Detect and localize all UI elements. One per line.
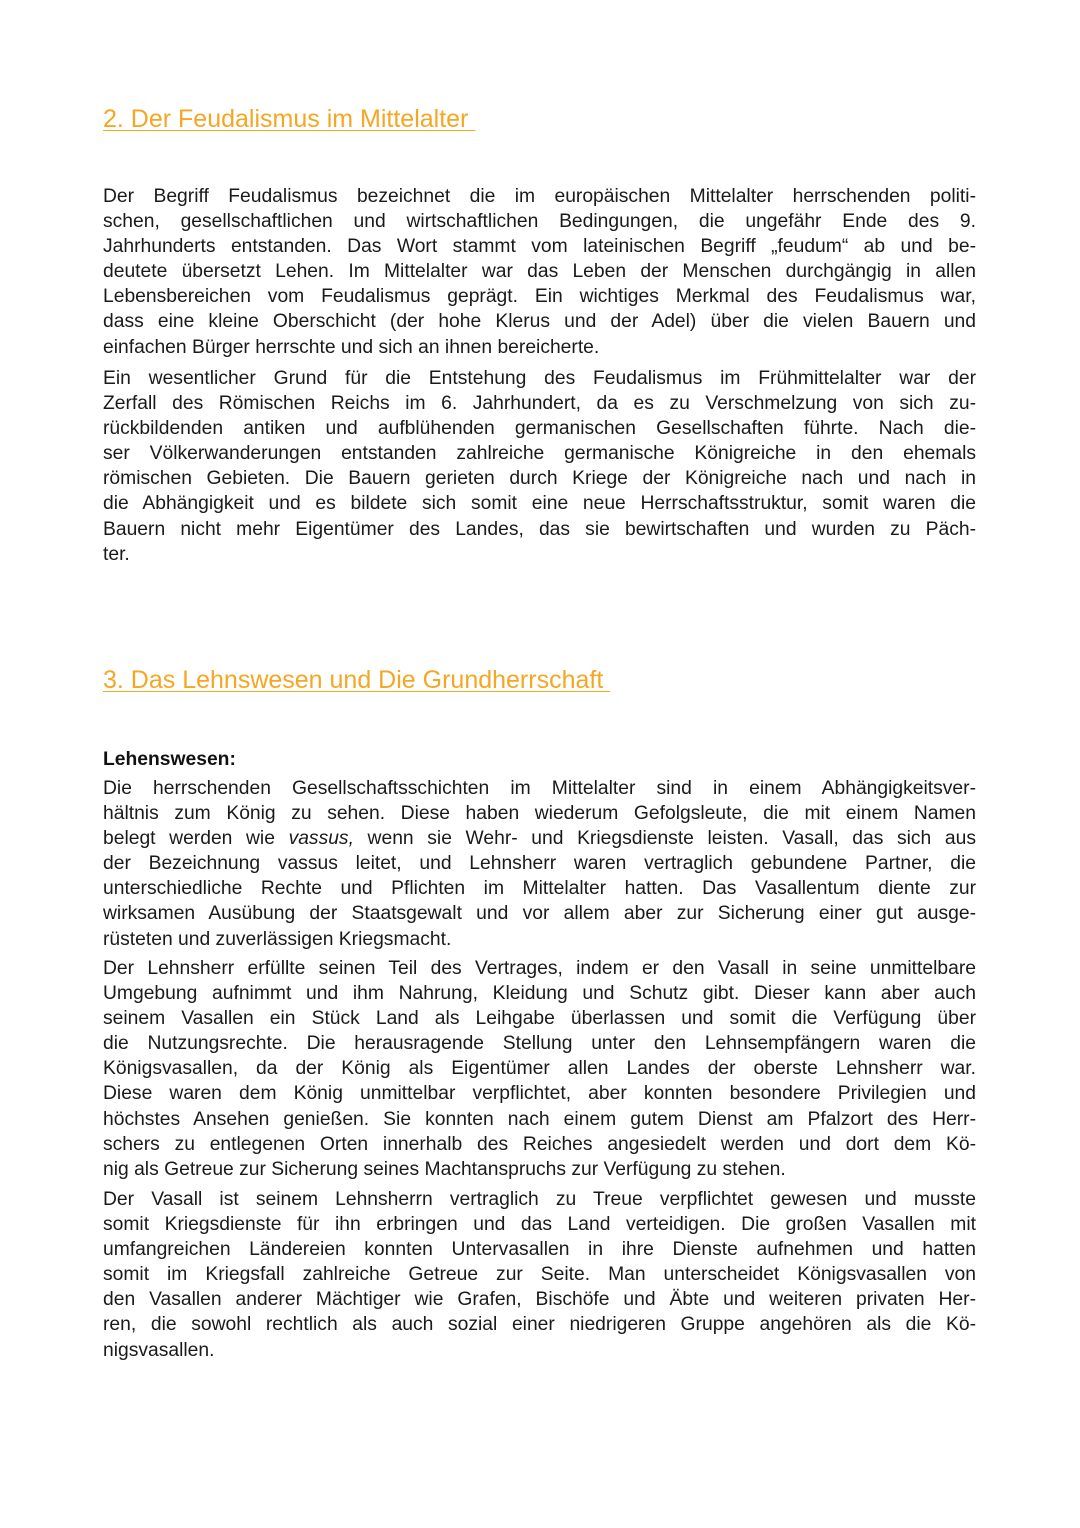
text-line: ser Völkerwanderungen entstanden zahlreiche germanische Königreiche in den ehemals — [103, 443, 976, 465]
text-line: Lebensbereichen vom Feudalismus geprägt. Ein wichtiges Merkmal des Feudalismus war, — [103, 286, 976, 308]
text-line: rüsteten und zuverlässigen Kriegsmacht. — [103, 928, 452, 950]
text-line: rückbildenden antiken und aufblühenden germanischen Gesellschaften führte. Nach die- — [103, 418, 976, 440]
section-2-paragraph-2 — [103, 366, 976, 567]
text-line: ter. — [103, 543, 130, 565]
text-line: dass eine kleine Oberschicht (der hohe Klerus und der Adel) über die vielen Bauern und — [103, 311, 976, 333]
text-line: schen, gesellschaftlichen und wirtschaftlichen Bedingungen, die ungefähr Ende des 9. — [103, 211, 976, 233]
section-2-paragraph-1 — [103, 184, 976, 360]
text-line: nigsvasallen. — [103, 1339, 215, 1361]
text-line: römischen Gebieten. Die Bauern gerieten durch Kriege der Königreiche nach und nach in — [103, 468, 976, 490]
section-3-paragraph-2 — [103, 956, 976, 1182]
text-line: unterschiedliche Rechte und Pflichten im Mittelalter hatten. Das Vasallentum diente zur — [103, 878, 976, 900]
text-line: Ein wesentlicher Grund für die Entstehung des Feudalismus im Frühmittelalter war der — [103, 368, 976, 389]
text-line: Königsvasallen, da der König als Eigentümer allen Landes der oberste Lehnsherr war. — [103, 1058, 976, 1080]
text-line: Diese waren dem König unmittelbar verpflichtet, aber konnten besondere Privilegien und — [103, 1083, 976, 1105]
text-segment: belegt werden wie — [103, 828, 289, 850]
italic-term: vassus, — [288, 828, 354, 850]
text-line: nig als Getreue zur Sicherung seines Machtanspruchs zur Verfügung zu stehen. — [103, 1158, 786, 1180]
section-2-heading: 2. Der Feudalismus im Mittelalter — [103, 105, 476, 133]
text-line: Bauern nicht mehr Eigentümer des Landes, das sie bewirtschaften und wurden zu Päch- — [103, 518, 976, 540]
text-line: die Abhängigkeit und es bildete sich somit eine neue Herrschaftsstruktur, somit waren die — [103, 493, 976, 515]
text-line: wirksamen Ausübung der Staatsgewalt und vor allem aber zur Sicherung einer gut ausge- — [103, 903, 976, 925]
text-segment: wenn sie Wehr- und Kriegsdienste leisten. Vasall, das sich aus — [353, 828, 976, 850]
section-3-paragraph-1 — [103, 776, 976, 952]
text-line: Die herrschenden Gesellschaftsschichten im Mittelalter sind in einem Abhängigkeitsver- — [103, 778, 976, 799]
text-line: somit im Kriegsfall zahlreiche Getreue zur Seite. Man unterscheidet Königsvasallen von — [103, 1264, 976, 1286]
text-line: deutete übersetzt Lehen. Im Mittelalter war das Leben der Menschen durchgängig in allen — [103, 261, 976, 283]
section-3-paragraph-3 — [103, 1187, 976, 1363]
text-line: den Vasallen anderer Mächtiger wie Grafen, Bischöfe und Äbte und weiteren privaten Her- — [103, 1289, 976, 1311]
text-line: somit Kriegsdienste für ihn erbringen und das Land verteidigen. Die großen Vasallen mit — [103, 1214, 976, 1236]
text-line: Jahrhunderts entstanden. Das Wort stammt vom lateinischen Begriff „feudum“ ab und be- — [103, 236, 976, 258]
text-line: umfangreichen Ländereien konnten Untervasallen in ihre Dienste aufnehmen und hatten — [103, 1239, 976, 1261]
text-line: Der Begriff Feudalismus bezeichnet die im europäischen Mittelalter herrschenden politi- — [103, 186, 976, 207]
text-line: Umgebung aufnimmt und ihm Nahrung, Kleidung und Schutz gibt. Dieser kann aber auch — [103, 983, 976, 1005]
text-line: höchstes Ansehen genießen. Sie konnten nach einem gutem Dienst am Pfalzort des Herr- — [103, 1108, 976, 1130]
text-line: ren, die sowohl rechtlich als auch sozial einer niedrigeren Gruppe angehören als die Kö- — [103, 1314, 976, 1336]
text-line: Der Lehnsherr erfüllte seinen Teil des Vertrages, indem er den Vasall in seine unmittelbare — [103, 958, 976, 979]
text-line: die Nutzungsrechte. Die herausragende Stellung unter den Lehnsempfängern waren die — [103, 1033, 976, 1055]
text-line: einfachen Bürger herrschte und sich an ihnen bereicherte. — [103, 336, 600, 358]
section-3-heading: 3. Das Lehnswesen und Die Grundherrschaft — [103, 666, 611, 694]
text-line: der Bezeichnung vassus leitet, und Lehnsherr waren vertraglich gebundene Partner, die — [103, 853, 976, 875]
section-3-subheading: Lehenswesen: — [103, 749, 236, 770]
text-line — [103, 826, 976, 851]
text-line: seinem Vasallen ein Stück Land als Leihgabe überlassen und somit die Verfügung über — [103, 1008, 976, 1030]
text-line: Zerfall des Römischen Reichs im 6. Jahrhundert, da es zu Verschmelzung von sich zu- — [103, 393, 976, 415]
text-line: schers zu entlegenen Orten innerhalb des Reiches angesiedelt werden und dort dem Kö- — [103, 1133, 976, 1155]
text-line: Der Vasall ist seinem Lehnsherrn vertraglich zu Treue verpflichtet gewesen und musste — [103, 1189, 976, 1210]
text-line: hältnis zum König zu sehen. Diese haben wiederum Gefolgsleute, die mit einem Namen — [103, 803, 976, 825]
